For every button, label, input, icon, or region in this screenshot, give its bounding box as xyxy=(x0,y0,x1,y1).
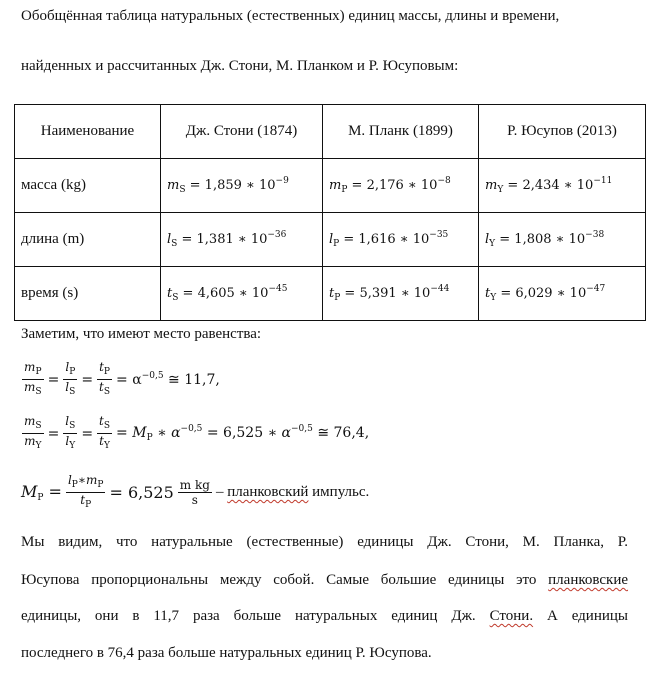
cell-yusupov: $l_Y = 1,808$ ∗ $10^{-38}$ xyxy=(479,213,646,267)
units-table xyxy=(14,104,646,321)
cell-symbol: t xyxy=(167,286,173,301)
header-stoney: Дж. Стони (1874) xyxy=(161,105,323,159)
equalities-note: Заметим, что имеют место равенства: xyxy=(21,326,262,342)
cell-exponent: −45 xyxy=(268,284,288,294)
cell-value: 6,029 xyxy=(515,286,553,301)
cell-stoney: $m_S = 1,859$ ∗ $10^{-9}$ xyxy=(161,159,323,213)
equation-3: $M_P$ = $\frac{l_P∗m_P}{t_P}$ = 6,525 $\frac{\text{m kg}}{s}$ – планковский импульс. xyxy=(21,473,370,510)
cell-yusupov: $m_Y = 2,434$ ∗ $10^{-11}$ xyxy=(479,159,646,213)
frac-length-ratio-2: $\frac{l_S}{l_Y}$ xyxy=(65,414,76,451)
para-line-1: Мы видим, что натуральные (естественные) единицы Дж. Стони, М. Планка, Р. xyxy=(21,534,628,550)
frac-mass-ratio-2: $\frac{m_S}{m_Y}$ xyxy=(24,414,42,451)
cell-planck: $l_P = 1,616$ ∗ $10^{-35}$ xyxy=(323,213,479,267)
cell-value: 5,391 xyxy=(359,286,397,301)
header-name: Наименование xyxy=(15,105,161,159)
row-label: длина (m) xyxy=(15,213,161,267)
frac-length-ratio: $\frac{l_P}{l_S}$ xyxy=(65,360,76,397)
cell-subscript: S xyxy=(171,239,178,249)
cell-exponent: −38 xyxy=(585,230,605,240)
row-label: время (s) xyxy=(15,267,161,321)
cell-symbol: t xyxy=(485,286,491,301)
cell-symbol: m xyxy=(485,178,498,193)
eq1-result: 11,7, xyxy=(184,372,220,388)
table-header-row xyxy=(15,105,646,159)
cell-planck: $m_P = 2,176$ ∗ $10^{-8}$ xyxy=(323,159,479,213)
equation-2: $\frac{m_S}{m_Y}$ = $\frac{l_S}{l_Y}$ = $\frac{t_S}{t_Y}$ = $M_P$ ∗ $\alpha^{-0,5} = 6,525$ ∗ $\alpha^{-0,5}$ ≅ 76,4, xyxy=(24,414,370,451)
cell-value: 1,381 xyxy=(196,232,234,247)
eq2-alpha-exponent-b: −0,5 xyxy=(291,424,313,434)
cell-symbol: l xyxy=(329,232,334,247)
eq1-alpha-exponent: −0,5 xyxy=(141,371,164,381)
table-row xyxy=(15,213,646,267)
cell-exponent: −47 xyxy=(586,284,606,294)
para-line-4: последнего в 76,4 раза больше натуральных единиц Р. Юсупова. xyxy=(21,645,432,661)
para-line-2a: Юсупова пропорциональны между собой. Самые большие единицы это xyxy=(21,572,537,588)
cell-exponent: −9 xyxy=(275,176,289,186)
header-yusupov: Р. Юсупов (2013) xyxy=(479,105,646,159)
cell-value: 1,859 xyxy=(204,178,242,193)
table-row xyxy=(15,267,646,321)
cell-yusupov: $t_Y = 6,029$ ∗ $10^{-47}$ xyxy=(479,267,646,321)
cell-stoney: $t_S = 4,605$ ∗ $10^{-45}$ xyxy=(161,267,323,321)
cell-subscript: P xyxy=(333,239,340,249)
cell-subscript: P xyxy=(341,185,348,195)
para-line-3a: единицы, они в 11,7 раза больше натуральных единиц Дж. xyxy=(21,608,476,624)
frac-time-ratio-2: $\frac{t_S}{t_Y}$ xyxy=(99,414,111,451)
cell-planck: $t_P = 5,391$ ∗ $10^{-44}$ xyxy=(323,267,479,321)
para-line-3b: Стони. xyxy=(489,608,534,624)
cell-stoney: $l_S = 1,381$ ∗ $10^{-36}$ xyxy=(161,213,323,267)
cell-subscript: Y xyxy=(489,239,496,249)
cell-exponent: −8 xyxy=(437,176,451,186)
header-planck: М. Планк (1899) xyxy=(323,105,479,159)
eq2-alpha-exponent-a: −0,5 xyxy=(180,424,203,434)
cell-exponent: −35 xyxy=(429,230,449,240)
eq2-value: 6,525 xyxy=(223,425,264,441)
cell-subscript: S xyxy=(172,293,179,303)
para-line-2b: планковские xyxy=(548,572,629,588)
para-line-2 xyxy=(21,572,628,589)
equation-1: $\frac{m_P}{m_S}$ = $\frac{l_P}{l_S}$ = $\frac{t_P}{t_S}$ = $\alpha^{-0,5}$ ≅ 11,7, xyxy=(24,360,220,397)
eq2-result: 76,4, xyxy=(333,425,370,441)
eq3-tail: импульс. xyxy=(312,484,370,500)
eq3-value: 6,525 xyxy=(127,483,174,502)
cell-subscript: P xyxy=(334,293,341,303)
cell-subscript: Y xyxy=(490,293,497,303)
term-planck-word: планковский xyxy=(227,484,309,500)
intro-line-2: найденных и рассчитанных Дж. Стони, М. Планком и Р. Юсуповым: xyxy=(21,58,459,74)
frac-mass-ratio: $\frac{m_P}{m_S}$ xyxy=(24,360,42,397)
row-label: масса (kg) xyxy=(15,159,161,213)
frac-unit xyxy=(178,478,212,507)
cell-symbol: m xyxy=(167,178,180,193)
cell-value: 2,176 xyxy=(366,178,404,193)
cell-value: 1,616 xyxy=(358,232,396,247)
para-line-3c: А единицы xyxy=(546,608,628,624)
cell-value: 2,434 xyxy=(522,178,560,193)
cell-value: 1,808 xyxy=(514,232,552,247)
frac-time-ratio: $\frac{t_P}{t_S}$ xyxy=(99,360,111,397)
cell-subscript: S xyxy=(179,185,186,195)
para-line-3 xyxy=(21,608,628,625)
cell-exponent: −36 xyxy=(267,230,287,240)
cell-exponent: −44 xyxy=(430,284,450,294)
frac-planck-momentum: $\frac{l_P∗m_P}{t_P}$ xyxy=(67,473,104,510)
cell-symbol: t xyxy=(329,286,335,301)
intro-line-1: Обобщённая таблица натуральных (естественных) единиц массы, длины и времени, xyxy=(21,8,560,24)
unit-numerator: m kg xyxy=(179,478,210,492)
cell-symbol: l xyxy=(167,232,172,247)
cell-exponent: −11 xyxy=(593,176,613,186)
cell-subscript: Y xyxy=(497,185,504,195)
cell-symbol: l xyxy=(485,232,490,247)
table-row xyxy=(15,159,646,213)
cell-value: 4,605 xyxy=(197,286,235,301)
cell-symbol: m xyxy=(329,178,342,193)
unit-denominator: s xyxy=(191,493,198,507)
